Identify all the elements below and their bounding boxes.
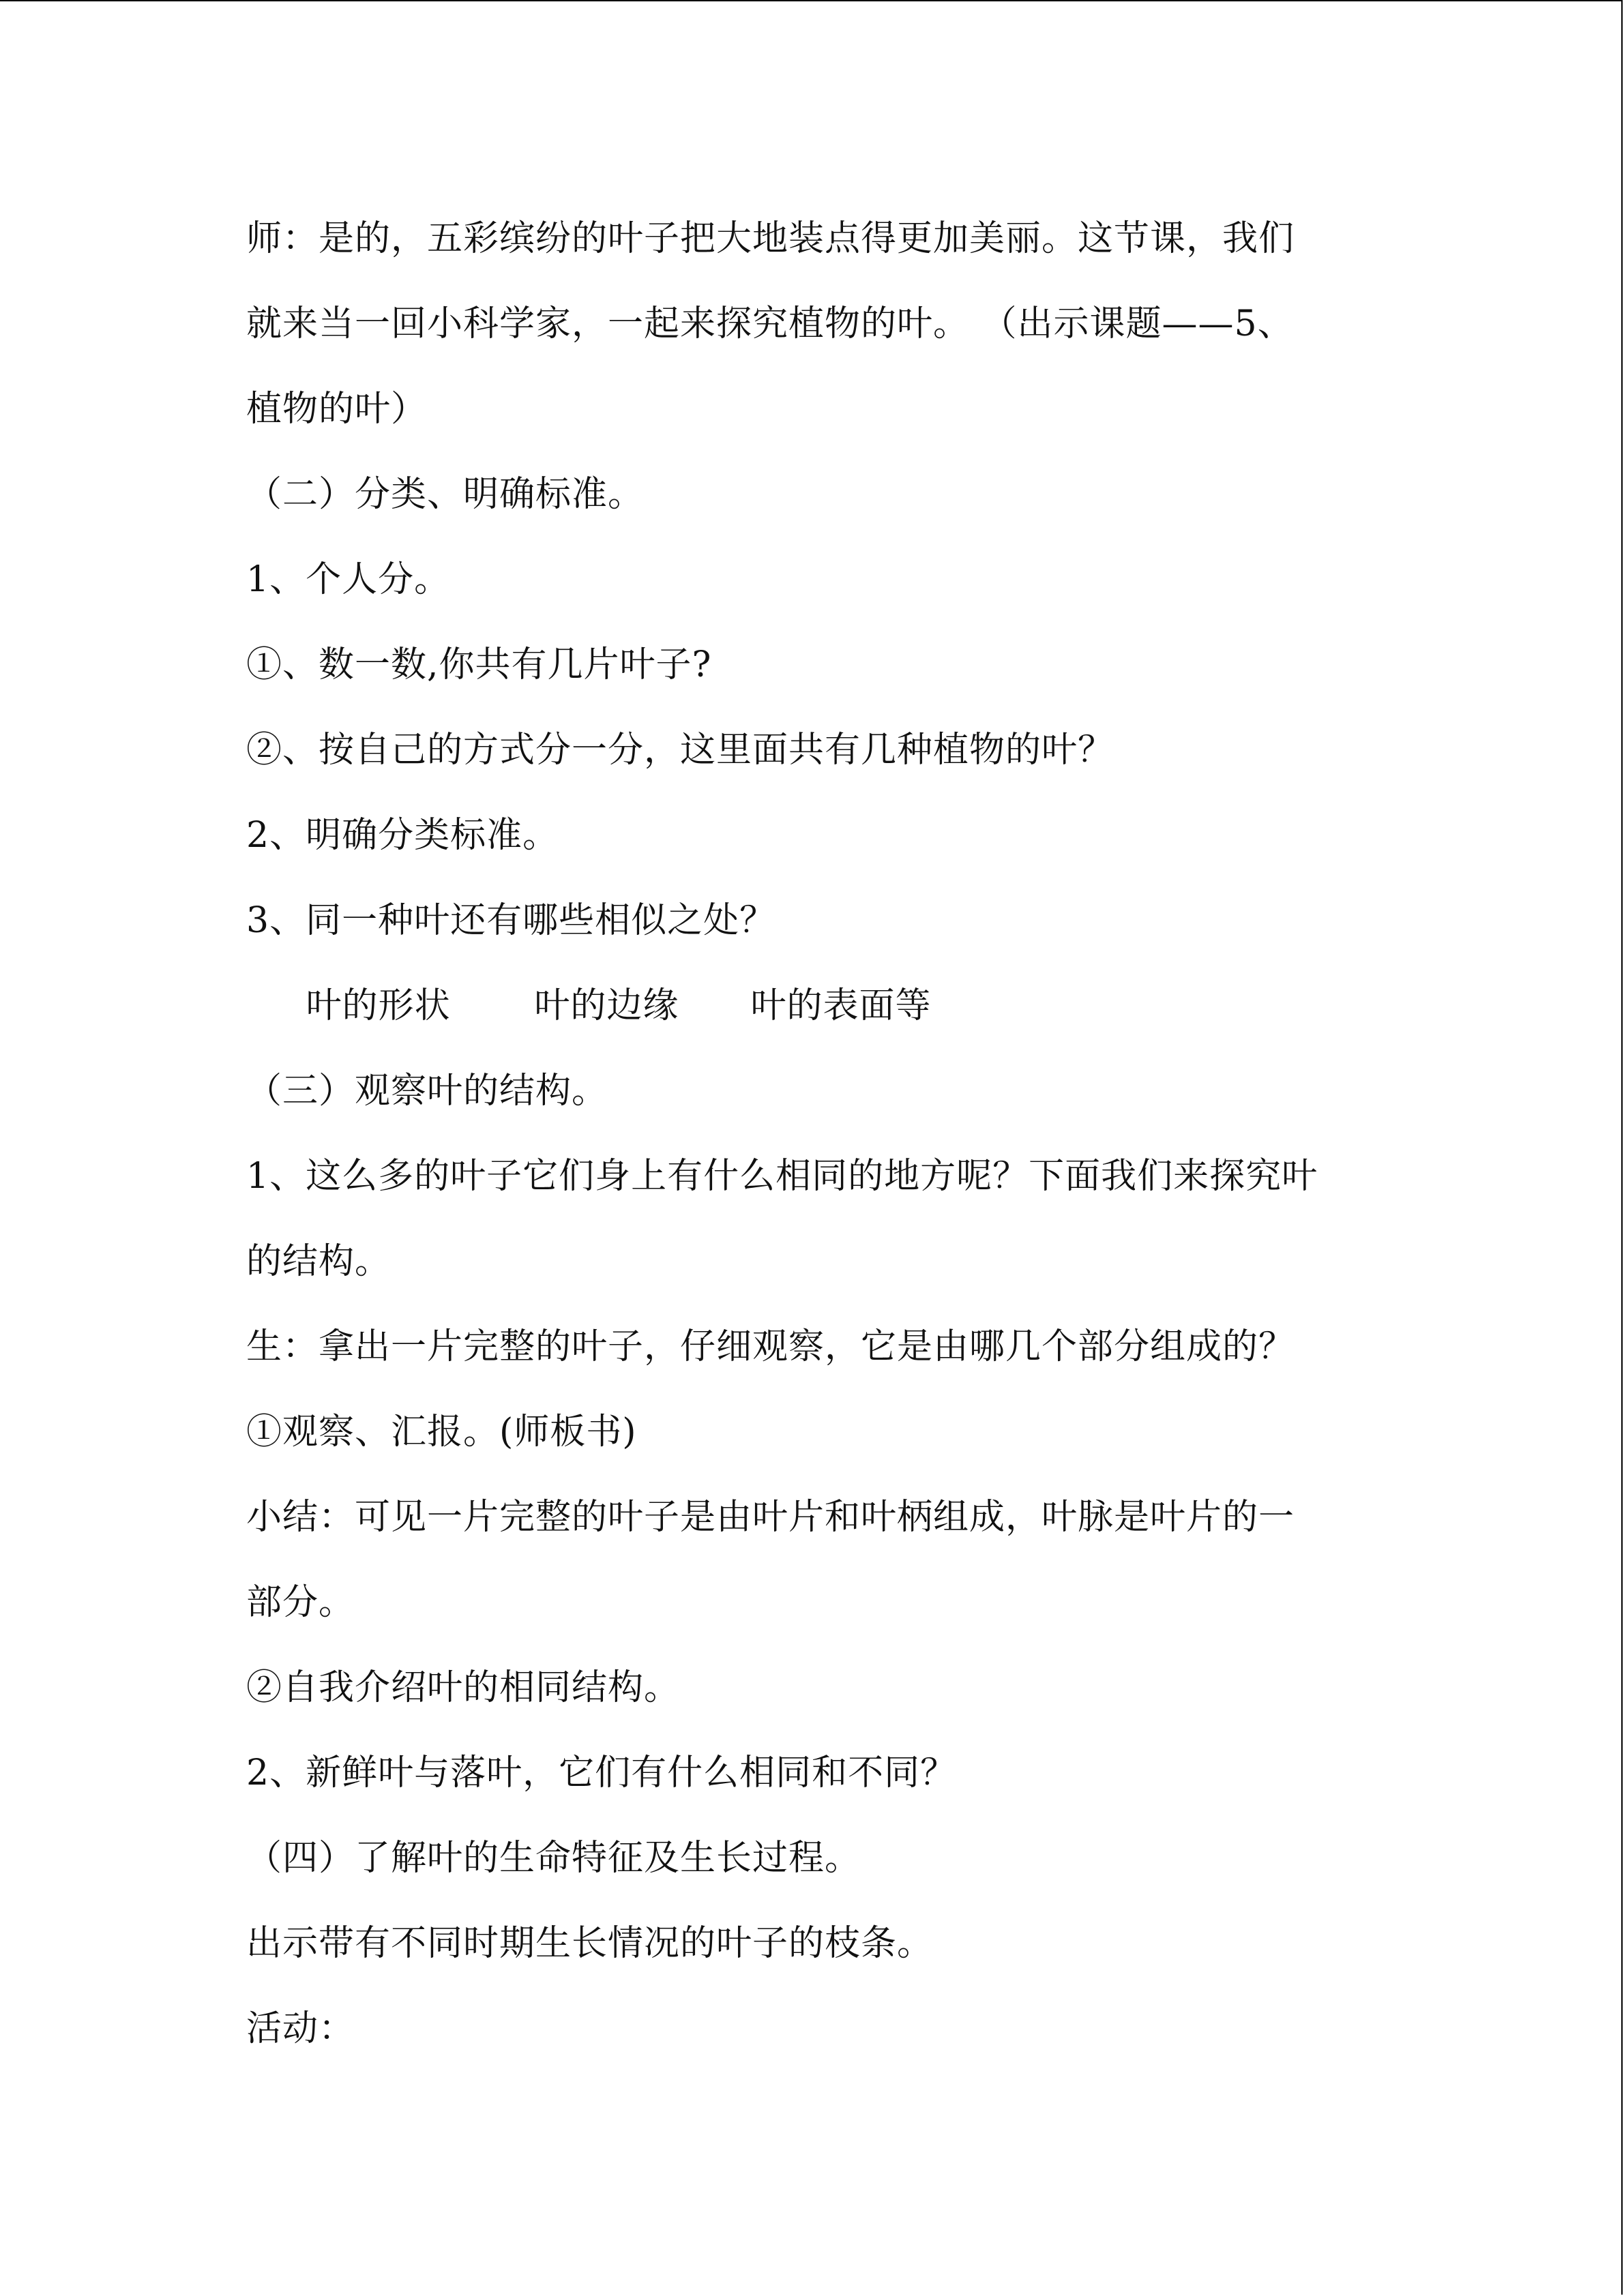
- list-item: 2、新鲜叶与落叶，它们有什么相同和不同？: [246, 1753, 957, 1793]
- paragraph-line: 出示带有不同时期生长情况的叶子的枝条。: [246, 1923, 934, 1964]
- paragraph-line: 植物的叶）: [246, 389, 428, 430]
- paragraph-line: 生：拿出一片完整的叶子，仔细观察，它是由哪几个部分组成的？: [246, 1326, 1295, 1367]
- paragraph-line: 小结：可见一片完整的叶子是由叶片和叶柄组成，叶脉是叶片的一: [246, 1497, 1295, 1538]
- paragraph-line: 的结构。: [246, 1241, 392, 1282]
- paragraph-line: 活动：: [246, 2008, 355, 2049]
- list-item: 2、明确分类标准。: [246, 815, 559, 856]
- list-item: 1、个人分。: [246, 559, 451, 600]
- section-heading: （四）了解叶的生命特征及生长过程。: [246, 1838, 861, 1879]
- list-item: ②、按自己的方式分一分，这里面共有几种植物的叶？: [246, 730, 1114, 771]
- section-heading: （三）观察叶的结构。: [246, 1071, 608, 1112]
- section-heading: （二）分类、明确标准。: [246, 474, 645, 515]
- list-item: ②自我介绍叶的相同结构。: [246, 1667, 681, 1708]
- paragraph-line: 就来当一回小科学家，一起来探究植物的叶。 （出示课题——5、: [246, 303, 1294, 344]
- paragraph-line: 师：是的，五彩缤纷的叶子把大地装点得更加美丽。这节课，我们: [246, 218, 1295, 259]
- list-item: ①观察、汇报。(师板书): [246, 1412, 637, 1452]
- list-item: ①、数一数,你共有几片叶子?: [246, 644, 712, 685]
- leaf-features-line: 叶的形状 叶的边缘 叶的表面等: [246, 985, 932, 1026]
- list-item: 1、这么多的叶子它们身上有什么相同的地方呢？下面我们来探究叶: [246, 1156, 1318, 1197]
- paragraph-line: 部分。: [246, 1582, 355, 1623]
- list-item: 3、同一种叶还有哪些相似之处？: [246, 900, 776, 941]
